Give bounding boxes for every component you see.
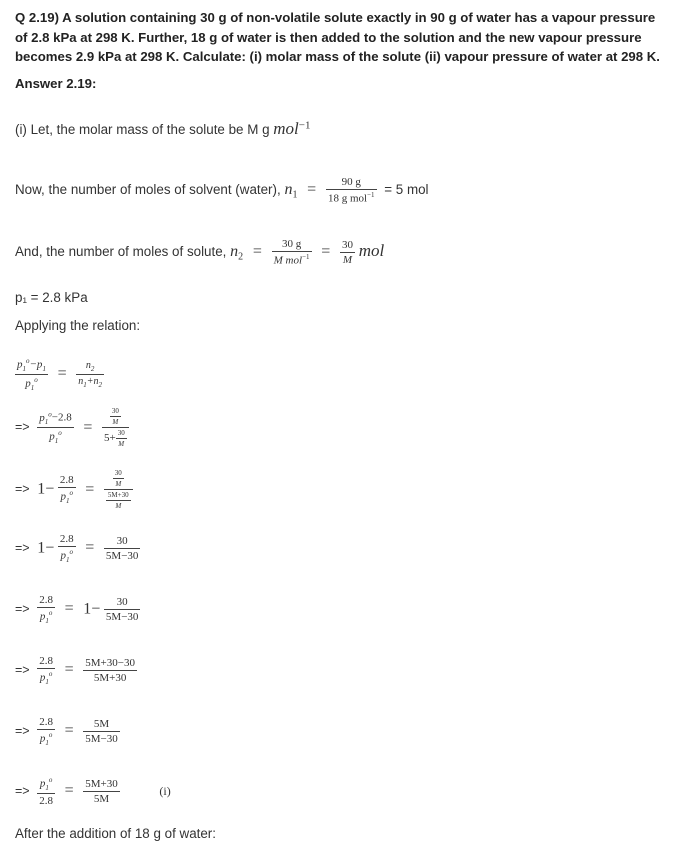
question-body: A solution containing 30 g of non-volatile solute exactly in 90 g of water has a vapour pressure of 2.8 kPa at 298 K. Further, 18 g of water is then added to the solution and the new vapour pressure becomes 2.9 kPa at 298 K. Calculate: (i) molar mass of the solute (ii) vapour pressure of water at 298 K.: [15, 10, 660, 65]
n2-var: n: [230, 242, 239, 260]
fraction-solute-2-den: M: [342, 253, 353, 266]
implies-arrow: =>: [15, 662, 30, 677]
equals-sign: =: [83, 418, 93, 436]
equals-sign: =: [64, 661, 74, 679]
equals-sign: =: [57, 365, 67, 383]
implies-arrow: =>: [15, 481, 30, 496]
step-a-rhs: $\frac{30}{M}$ 5+ $\frac{30}{M}$: [102, 407, 129, 448]
step-a-lhs: $\frac{p_1^o-2.8}{p_1^o}$: [39, 410, 72, 445]
step-moles-solvent: [15, 176, 429, 205]
step-molar-mass-unit: mol: [273, 119, 299, 138]
fraction-solute-2-num: 30: [342, 238, 354, 251]
step-g-rhs: $\frac{5M+30}{5M}$: [85, 777, 118, 805]
step-b: => 1− $\frac{2.8}{p_1^o}$ = $\frac{\frac{30}{M}}{\frac{5M+30}{M}}$: [15, 469, 133, 510]
step-moles-solvent-text: Now, the number of moles of solvent (water),: [15, 181, 281, 197]
implies-arrow: =>: [15, 601, 30, 616]
equals-sign: =: [85, 480, 95, 498]
equals-sign: =: [64, 782, 74, 800]
after-addition: After the addition of 18 g of water:: [15, 826, 216, 841]
step-moles-solute: [15, 238, 384, 267]
step-d: => $\frac{2.8}{p_1^o}$ = 1− $\frac{30}{5M-30}$: [15, 594, 139, 625]
step-f: [15, 716, 120, 747]
relation-rhs: $\frac{n_2}{n_1+n_2}$: [78, 359, 102, 389]
step-e-rhs: $\frac{5M+30-30}{5M+30}$: [85, 656, 135, 684]
equals-sign: =: [85, 539, 95, 557]
step-e: [15, 655, 137, 686]
question-number: Q 2.19): [15, 10, 59, 25]
fraction-solute: [272, 238, 312, 267]
n1-var: n: [284, 180, 293, 198]
equals-sign: =: [64, 722, 74, 740]
step-d-rhs: $\frac{30}{5M-30}$: [105, 595, 139, 623]
step-b-rhs: $\frac{\frac{30}{M}}{\frac{5M+30}{M}}$: [104, 469, 133, 510]
p1-value: p₁ = 2.8 kPa: [15, 290, 88, 305]
implies-arrow: =>: [15, 419, 30, 434]
step-c-rhs: $\frac{30}{5M-30}$: [105, 534, 139, 562]
step-g: [15, 776, 171, 807]
applying-relation: Applying the relation:: [15, 318, 141, 333]
fraction-solvent-num: 90 g: [326, 176, 377, 190]
n2-sub: 2: [238, 251, 244, 263]
implies-arrow: =>: [15, 783, 30, 798]
fraction-solute-2: [340, 239, 355, 266]
equation-tag-i: (i): [159, 783, 171, 798]
step-d-lhs: $\frac{2.8}{p_1^o}$: [39, 594, 53, 625]
step-f-lhs: $\frac{2.8}{p_1^o}$: [39, 716, 53, 747]
fraction-solvent-exp: −1: [367, 191, 375, 199]
relation-equation: [15, 357, 104, 392]
implies-arrow: =>: [15, 723, 30, 738]
equals-sign: =: [64, 600, 74, 618]
fraction-solute-exp: −1: [302, 253, 310, 261]
step-a: [15, 407, 129, 448]
step-g-lhs: $\frac{p_1^o}{2.8}$: [39, 776, 53, 807]
fraction-solvent-den: 18 g mol: [327, 192, 368, 205]
fraction-solute-den: M mol: [273, 254, 303, 267]
step-molar-mass-text: (i) Let, the molar mass of the solute be M g: [15, 122, 270, 137]
answer-label: Answer 2.19:: [15, 76, 97, 91]
step-c-lhs: $\frac{2.8}{p_1^o}$: [59, 533, 74, 564]
step-moles-solute-text: And, the number of moles of solute,: [15, 243, 227, 259]
step-molar-mass-exp: −1: [298, 119, 311, 132]
step-molar-mass: [15, 119, 311, 139]
relation-lhs: $\frac{p_1^o-p_1}{p_1^o}$: [17, 357, 46, 392]
fraction-solute-num: 30 g: [272, 238, 312, 252]
question-text: [15, 8, 665, 67]
solute-moles-unit: mol: [358, 240, 385, 260]
equals-sign: =: [321, 243, 331, 261]
implies-arrow: =>: [15, 540, 30, 555]
step-b-lhs: $\frac{2.8}{p_1^o}$: [59, 474, 74, 505]
n1-sub: 1: [292, 189, 298, 201]
step-c: => 1− $\frac{2.8}{p_1^o}$ = $\frac{30}{5M-30}$: [15, 533, 139, 564]
equals-sign: =: [307, 181, 317, 199]
step-e-lhs: $\frac{2.8}{p_1^o}$: [39, 655, 53, 686]
solvent-moles-result: = 5 mol: [384, 181, 429, 197]
equals-sign: =: [252, 243, 262, 261]
step-f-rhs: $\frac{5M}{5M-30}$: [85, 717, 118, 745]
fraction-solvent: [326, 176, 377, 205]
